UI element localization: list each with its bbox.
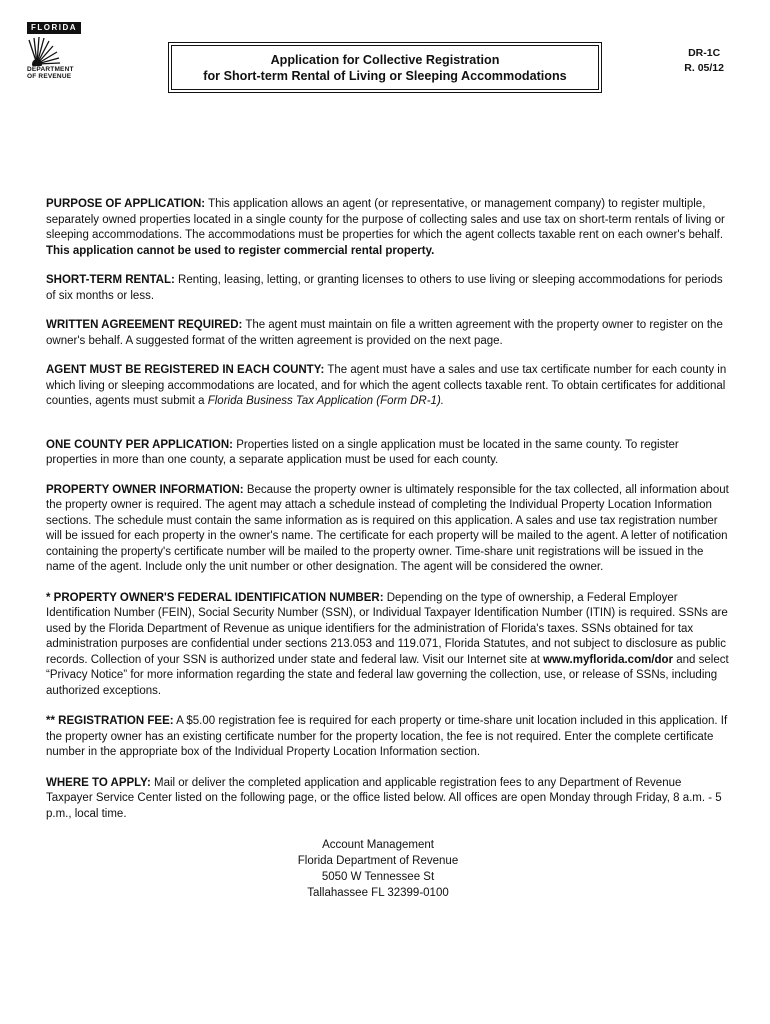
agent-registered-text: The agent must have a sales and use tax certificate number for each county in which living or sleeping accommodations are located, and for which the agent collects taxable rent. To obtain certificates for additional counties, agents must submit a — [46, 364, 727, 407]
registration-fee-section — [46, 714, 730, 761]
one-county-section — [46, 438, 730, 469]
address-line1: Account Management — [322, 839, 434, 851]
one-county-text: Properties listed on a single application must be located in the same county. To register properties in more than one county, a separate application must be used for each county. — [46, 438, 679, 466]
instructions-body — [46, 197, 730, 901]
federal-id-heading: * PROPERTY OWNER'S FEDERAL IDENTIFICATION NUMBER: — [46, 591, 384, 604]
federal-id-text: Depending on the type of ownership, a Federal Employer Identification Number (FEIN), Social Security Number (SSN), or Individual Taxpayer Identification Number (ITIN) is required. SSNs are used by the Florida Department of Revenue as unique identifiers for the administration of Florida's taxes. SSNs obtained for tax administration purposes are confidential under sections 213.053 and 119.071, Florida Statutes, and not subject to disclosure as public records. Collection of your SSN is authorized under state and federal law. Visit our Internet site at — [46, 591, 728, 666]
written-agreement-text: The agent must maintain on file a written agreement with the property owner to register on the owner's behalf. A suggested format of the written agreement is provided on the next page. — [46, 319, 723, 347]
federal-id-section — [46, 591, 730, 700]
form-revision: R. 05/12 — [684, 62, 724, 74]
form-title-box — [171, 45, 599, 90]
agency-logo — [27, 22, 81, 80]
registration-fee-text: A $5.00 registration fee is required for each property or time-share unit location included in this application. If the property owner has an existing certificate number for the property location, the fee is not required. Enter the complete certificate number in the appropriate box of the Individual Property Location Information section. — [46, 715, 728, 758]
federal-id-text-after: and select “Privacy Notice” for more information regarding the state and federal law governing the collection, use, or release of SSNs, including authorized exceptions. — [46, 653, 729, 697]
logo-dept-line2: OF REVENUE — [27, 73, 72, 80]
form-title-line2: for Short-term Rental of Living or Sleeping Accommodations — [203, 69, 567, 83]
short-term-heading: SHORT-TERM RENTAL: — [46, 274, 175, 286]
agent-registered-heading: AGENT MUST BE REGISTERED IN EACH COUNTY: — [46, 364, 325, 376]
written-agreement-section — [46, 318, 730, 349]
registration-fee-heading: ** REGISTRATION FEE: — [46, 715, 174, 727]
mailing-address — [26, 837, 730, 901]
written-agreement-heading: WRITTEN AGREEMENT REQUIRED: — [46, 319, 243, 331]
short-term-text: Renting, leasing, letting, or granting licenses to others to use living or sleeping accommodations for periods of six months or less. — [46, 274, 723, 302]
sunburst-icon — [27, 36, 81, 66]
logo-dept-line1: DEPARTMENT — [27, 66, 74, 73]
where-to-apply-heading: WHERE TO APPLY: — [46, 776, 151, 789]
address-line2: Florida Department of Revenue — [297, 855, 459, 867]
form-dr1-reference: Florida Business Tax Application (Form DR-1). — [207, 395, 444, 407]
address-line4: Tallahassee FL 32399-0100 — [307, 887, 449, 899]
property-owner-text: Because the property owner is ultimately responsible for the tax collected, all information about the property owner is required. The agent may attach a schedule instead of completing the Individual Property Location Information sections. The schedule must contain the same information as is required on this application. A sales and use tax registration number will be issued for each property in the owner's name. The certificate for each property will be mailed to the agent. A letter of notification containing the property's certificate number will be mailed to the property owner. Time-share unit registrations will be issued in the name of the agent. Include only the unit number or other designation. The agent will be considered the owner. — [46, 483, 729, 573]
short-term-section — [46, 273, 730, 304]
form-identifier — [684, 46, 724, 76]
where-to-apply-section — [46, 776, 730, 823]
property-owner-section — [46, 483, 730, 576]
purpose-heading: PURPOSE OF APPLICATION: — [46, 198, 206, 210]
purpose-bold-note: This application cannot be used to register commercial rental property. — [46, 244, 435, 257]
dor-website-link[interactable]: www.myflorida.com/dor — [543, 653, 674, 666]
agent-registered-section — [46, 363, 730, 410]
purpose-section — [46, 197, 730, 259]
where-to-apply-text: Mail or deliver the completed application and applicable registration fees to any Department of Revenue Taxpayer Service Center listed on the following page, or the office listed below. All offices are open Monday through Friday, 8 a.m. - 5 p.m., local time. — [46, 776, 722, 820]
property-owner-heading: PROPERTY OWNER INFORMATION: — [46, 483, 244, 496]
form-number: DR-1C — [688, 47, 721, 59]
form-title-line1: Application for Collective Registration — [270, 53, 500, 67]
one-county-heading: ONE COUNTY PER APPLICATION: — [46, 438, 233, 451]
purpose-text: This application allows an agent (or representative, or management company) to register multiple, separately owned properties located in a single county for the purpose of collecting sales and use tax on short-term rentals of living or sleeping accommodations. The accommodations must be properties for which the agent collects taxable rent on each owner's behalf. — [46, 198, 725, 241]
address-line3: 5050 W Tennessee St — [321, 871, 435, 883]
logo-state-banner: FLORIDA — [27, 22, 81, 34]
